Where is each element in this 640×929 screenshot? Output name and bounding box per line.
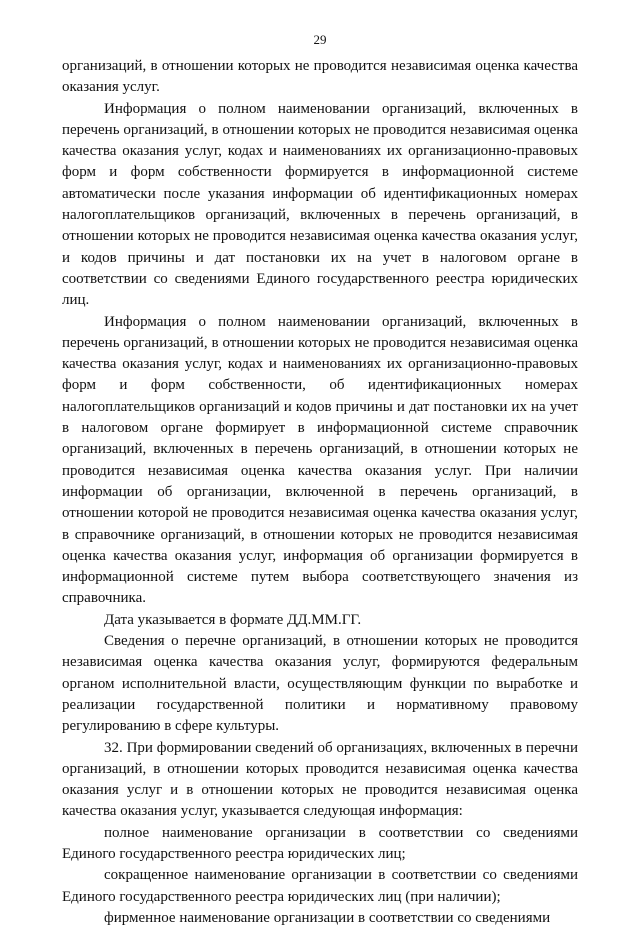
list-item: фирменное наименование организации в соответствии со сведениями (104, 909, 551, 926)
paragraph: Информация о полном наименовании организаций, включенных в перечень организаций, в отношении которых не проводится независимая оценка качества оказания услуг, кодах и наименованиях их организационно-правовых форм и форм собственности формируется в информационной системе автоматически после указания информации об идентификационных номерах налогоплательщиков организаций, включенных в перечень организаций, в отношении которых не проводится независимая оценка качества оказания услуг, и кодов причины и дат постановки их на учет в налоговом органе в соответствии со сведениями Единого государственного реестра юридических лиц. (62, 100, 578, 309)
paragraph-item-32: 32. При формировании сведений об организациях, включенных в перечни организаций, в отношении которых проводится независимая оценка качества оказания услуг и в отношении которых не проводится независимая оценка качества оказания услуг, указывается следующая информация: (62, 739, 578, 820)
paragraph-continuation: организаций, в отношении которых не проводится независимая оценка качества оказания услуг. (62, 58, 578, 96)
paragraph: Сведения о перечне организаций, в отношении которых не проводится независимая оценка качества оказания услуг, формируются федеральным органом исполнительной власти, осуществляющим функции по выработке и реализации государственной политики и нормативному правовому регулированию в сфере культуры. (62, 633, 578, 735)
list-item: полное наименование организации в соответствии со сведениями Единого государственного реестра юридических лиц; (62, 824, 578, 862)
page-number: 29 (313, 32, 327, 47)
document-body (62, 56, 578, 929)
list-item: сокращенное наименование организации в соответствии со сведениями Единого государственного реестра юридических лиц (при наличии); (62, 867, 578, 905)
paragraph: Информация о полном наименовании организаций, включенных в перечень организаций, в отношении которых не проводится независимая оценка качества оказания услуг, кодах и наименованиях их организационно-правовых форм и форм собственности, об идентификационных номерах налогоплательщиков организаций и кодов причины и дат постановки их на учет в налоговом органе формирует в информационной системе справочник организаций, включенных в перечень организаций, в отношении которых не проводится независимая оценка качества оказания услуг. При наличии информации об организации, включенной в перечень организаций, в отношении которой не проводится независимая оценка качества оказания услуг, в справочнике организаций, в отношении которых не проводится независимая оценка качества оказания услуг, информация об организации формируется в информационной системе путем выбора соответствующего значения из справочника. (62, 313, 578, 607)
paragraph: Дата указывается в формате ДД.ММ.ГГ. (104, 611, 362, 628)
